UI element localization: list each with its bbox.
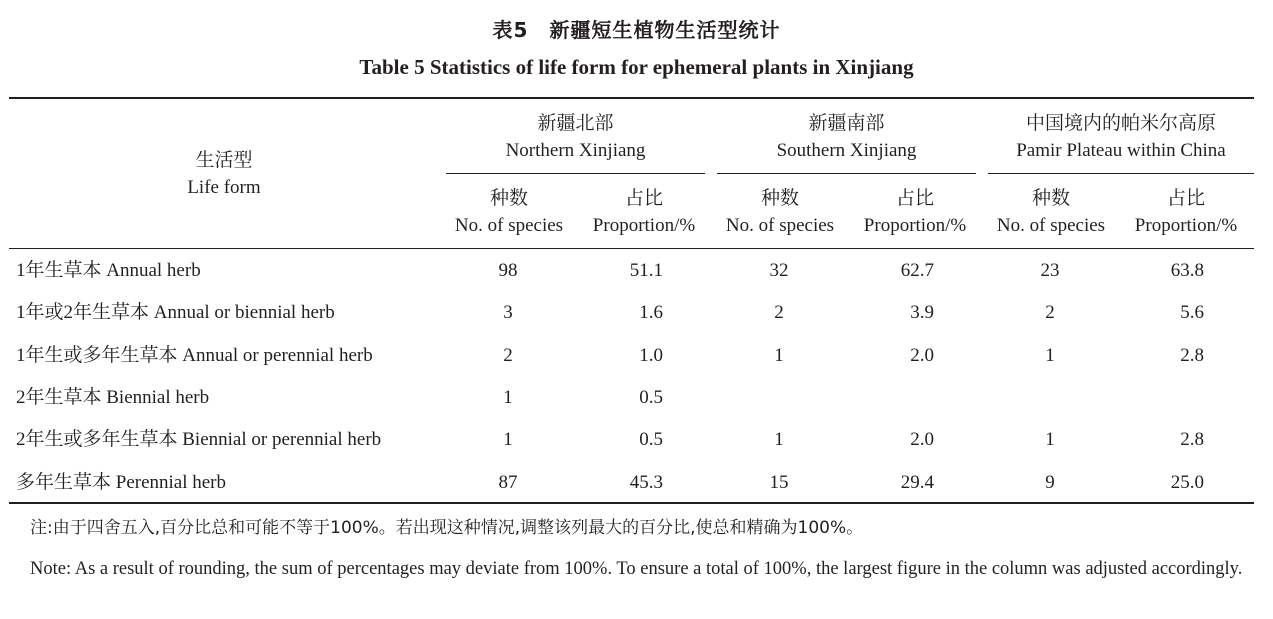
row-label: 1年生草本 Annual herb <box>16 260 201 281</box>
cell-pamir-species: 9 <box>1045 472 1055 493</box>
cell-pamir-species: 1 <box>1045 345 1055 366</box>
row-label: 2年生或多年生草本 Biennial or perennial herb <box>16 429 382 450</box>
subheader-species-cn: 种数 <box>1031 188 1070 209</box>
cell-north-proportion: 0.5 <box>639 429 663 450</box>
cell-north-species: 1 <box>503 387 513 408</box>
header-life-form-cn: 生活型 <box>195 150 253 171</box>
cell-north-species: 98 <box>498 260 518 281</box>
cell-pamir-species: 1 <box>1045 429 1055 450</box>
cell-south-species: 2 <box>774 302 784 323</box>
cell-pamir-proportion: 2.8 <box>1180 429 1204 450</box>
cell-south-proportion: 3.9 <box>910 302 934 323</box>
cell-pamir-proportion: 2.8 <box>1180 345 1204 366</box>
group-rule-northern <box>446 173 705 174</box>
group-southern-cn: 新疆南部 <box>808 113 885 134</box>
cell-south-species: 1 <box>774 345 784 366</box>
subheader-proportion-cn: 占比 <box>1166 188 1205 209</box>
row-label: 多年生草本 Perennial herb <box>16 472 227 493</box>
group-pamir-cn: 中国境内的帕米尔高原 <box>1025 113 1216 134</box>
subheader-proportion-en: Proportion/% <box>1134 215 1238 236</box>
table-title-en: Table 5 Statistics of life form for ephemeral plants in Xinjiang <box>359 55 914 79</box>
subheader-proportion-cn: 占比 <box>895 188 934 209</box>
cell-south-proportion: 2.0 <box>910 345 934 366</box>
group-northern-cn: 新疆北部 <box>537 113 614 134</box>
cell-north-proportion: 45.3 <box>629 472 663 493</box>
cell-pamir-species: 2 <box>1045 302 1055 323</box>
group-southern-en: Southern Xinjiang <box>776 140 917 161</box>
cell-south-species: 15 <box>769 472 789 493</box>
cell-south-proportion: 29.4 <box>900 472 934 493</box>
subheader-species-cn: 种数 <box>489 188 528 209</box>
cell-pamir-proportion: 25.0 <box>1170 472 1204 493</box>
row-label: 1年或2年生草本 Annual or biennial herb <box>16 302 335 323</box>
cell-pamir-proportion: 5.6 <box>1180 302 1204 323</box>
cell-north-proportion: 1.6 <box>639 302 663 323</box>
cell-north-proportion: 51.1 <box>629 260 663 281</box>
table-note-en: Note: As a result of rounding, the sum of percentages may deviate from 100%. To ensure a total of 100%, the largest figure in the column was adjusted accordingly. <box>30 559 1243 579</box>
cell-north-species: 87 <box>498 472 518 493</box>
group-northern-en: Northern Xinjiang <box>505 140 646 161</box>
top-rule <box>9 97 1254 99</box>
table-title-cn: 表5 新疆短生植物生活型统计 <box>492 18 781 42</box>
subheader-proportion-en: Proportion/% <box>592 215 696 236</box>
subheader-species-en: No. of species <box>454 215 564 236</box>
group-rule-southern <box>717 173 976 174</box>
row-label: 1年生或多年生草本 Annual or perennial herb <box>16 345 373 366</box>
cell-north-proportion: 0.5 <box>639 387 663 408</box>
subheader-proportion-en: Proportion/% <box>863 215 967 236</box>
subheader-species-en: No. of species <box>996 215 1106 236</box>
subheader-species-cn: 种数 <box>760 188 799 209</box>
group-rule-pamir <box>988 173 1254 174</box>
cell-north-species: 2 <box>503 345 513 366</box>
subheader-proportion-cn: 占比 <box>624 188 663 209</box>
group-pamir-en: Pamir Plateau within China <box>1016 140 1226 161</box>
cell-north-species: 1 <box>503 429 513 450</box>
cell-north-species: 3 <box>503 302 513 323</box>
cell-south-species: 1 <box>774 429 784 450</box>
cell-pamir-species: 23 <box>1040 260 1060 281</box>
cell-south-species: 32 <box>769 260 789 281</box>
row-label: 2年生草本 Biennial herb <box>16 387 210 408</box>
cell-pamir-proportion: 63.8 <box>1170 260 1204 281</box>
cell-south-proportion: 2.0 <box>910 429 934 450</box>
cell-south-proportion: 62.7 <box>900 260 934 281</box>
table-note-cn: 注:由于四舍五入,百分比总和可能不等于100%。若出现这种情况,调整该列最大的百分比,使总和精确为100%。 <box>30 518 864 538</box>
header-life-form-en: Life form <box>187 177 261 198</box>
cell-north-proportion: 1.0 <box>639 345 663 366</box>
bottom-rule <box>9 502 1254 504</box>
header-bottom-rule <box>9 248 1254 249</box>
subheader-species-en: No. of species <box>725 215 835 236</box>
